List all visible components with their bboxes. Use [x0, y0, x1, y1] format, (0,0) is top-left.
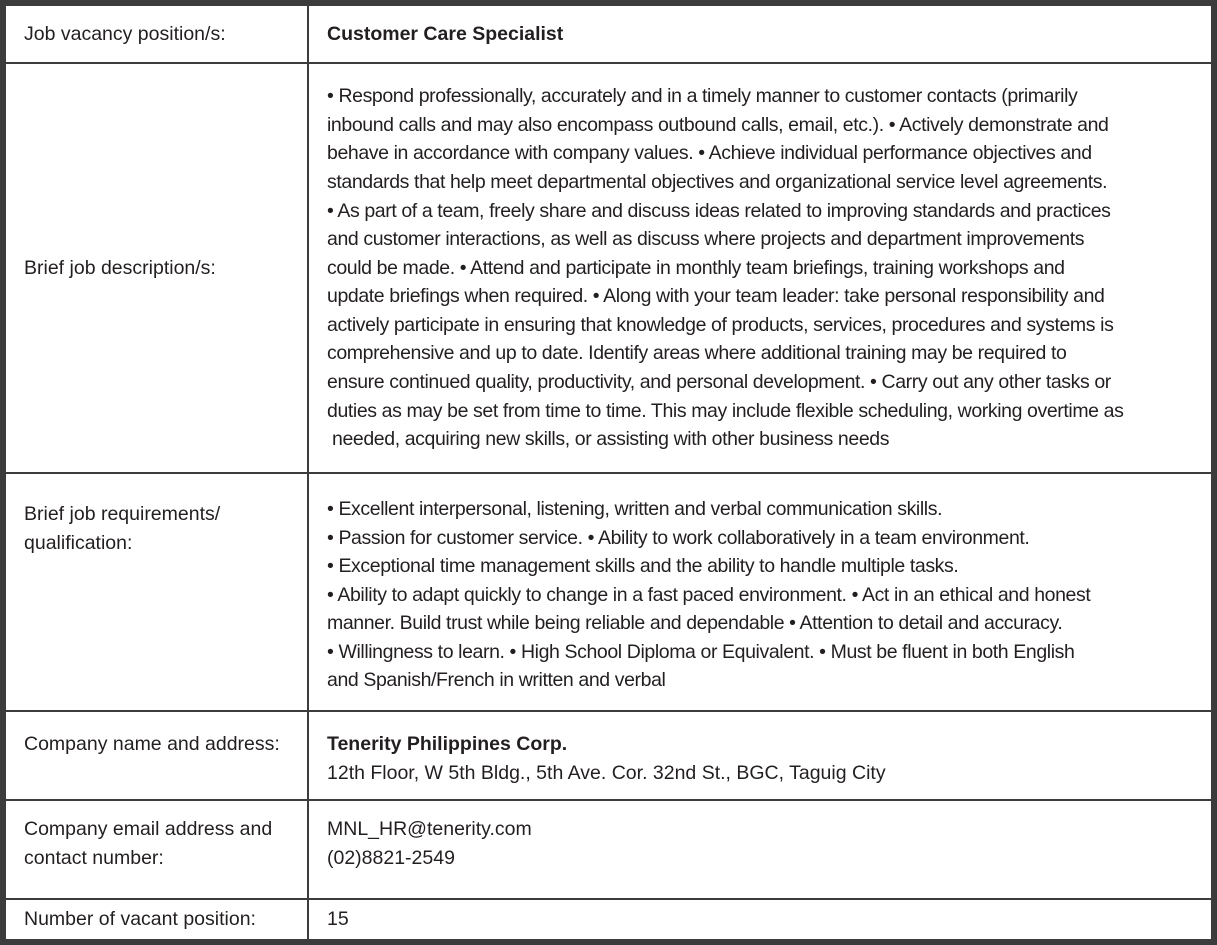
description-line: • Respond professionally, accurately and in a timely manner to customer contacts (primarily [327, 85, 1078, 108]
requirements-line: • Excellent interpersonal, listening, written and verbal communication skills. [327, 497, 943, 520]
contact-label-line: contact number: [24, 846, 164, 869]
company-address: 12th Floor, W 5th Bldg., 5th Ave. Cor. 32nd St., BGC, Taguig City [327, 761, 886, 784]
requirements-line: • Passion for customer service. • Ability to work collaboratively in a team environment. [327, 526, 1030, 549]
company-email: MNL_HR@tenerity.com [327, 818, 532, 840]
requirements-line: • Exceptional time management skills and the ability to handle multiple tasks. [327, 555, 959, 578]
description-line: duties as may be set from time to time. This may include flexible scheduling, working overtime as [327, 399, 1124, 422]
requirements-row [6, 473, 1211, 711]
contact-row [6, 800, 1211, 899]
description-line: behave in accordance with company values. • Achieve individual performance objectives and [327, 142, 1092, 165]
job-posting-table [6, 6, 1211, 939]
company-phone: (02)8821-2549 [327, 846, 455, 869]
position-label: Job vacancy position/s: [6, 6, 308, 63]
vacancies-value: 15 [308, 899, 1211, 939]
requirements-line: • Ability to adapt quickly to change in a fast paced environment. • Act in an ethical and honest [327, 583, 1091, 606]
contact-label [6, 800, 308, 899]
description-line: could be made. • Attend and participate in monthly team briefings, training workshops and [327, 256, 1065, 279]
description-line: • As part of a team, freely share and discuss ideas related to improving standards and practices [327, 199, 1111, 222]
company-label: Company name and address: [6, 711, 308, 800]
requirements-line: • Willingness to learn. • High School Diploma or Equivalent. • Must be fluent in both English [327, 640, 1075, 663]
requirements-value [308, 473, 1211, 711]
vacancies-label: Number of vacant position: [6, 899, 308, 939]
contact-value [308, 800, 1211, 899]
description-line: update briefings when required. • Along with your team leader: take personal responsibility and [327, 285, 1105, 308]
description-line: standards that help meet departmental objectives and organizational service level agreements. [327, 170, 1108, 193]
requirements-label [6, 473, 308, 711]
position-row [6, 6, 1211, 63]
company-name: Tenerity Philippines Corp. [327, 733, 568, 755]
requirements-label-line: qualification: [24, 531, 133, 554]
description-label: Brief job description/s: [6, 63, 308, 473]
description-line: and customer interactions, as well as discuss where projects and department improvements [327, 228, 1085, 251]
description-line: comprehensive and up to date. Identify areas where additional training may be required to [327, 342, 1067, 365]
company-row [6, 711, 1211, 800]
description-value [308, 63, 1211, 473]
company-value [308, 711, 1211, 800]
requirements-line: manner. Build trust while being reliable and dependable • Attention to detail and accuracy. [327, 612, 1063, 635]
vacancies-row [6, 899, 1211, 939]
description-row [6, 63, 1211, 473]
contact-label-line: Company email address and [24, 818, 273, 840]
requirements-line: and Spanish/French in written and verbal [327, 669, 666, 692]
requirements-label-line: Brief job requirements/ [24, 503, 221, 525]
description-line: inbound calls and may also encompass outbound calls, email, etc.). • Actively demonstrate and [327, 113, 1109, 136]
description-line: needed, acquiring new skills, or assisting with other business needs [327, 428, 890, 451]
description-line: actively participate in ensuring that knowledge of products, services, procedures and systems is [327, 313, 1114, 336]
position-value: Customer Care Specialist [308, 6, 1211, 63]
description-line: ensure continued quality, productivity, and personal development. • Carry out any other tasks or [327, 371, 1111, 394]
